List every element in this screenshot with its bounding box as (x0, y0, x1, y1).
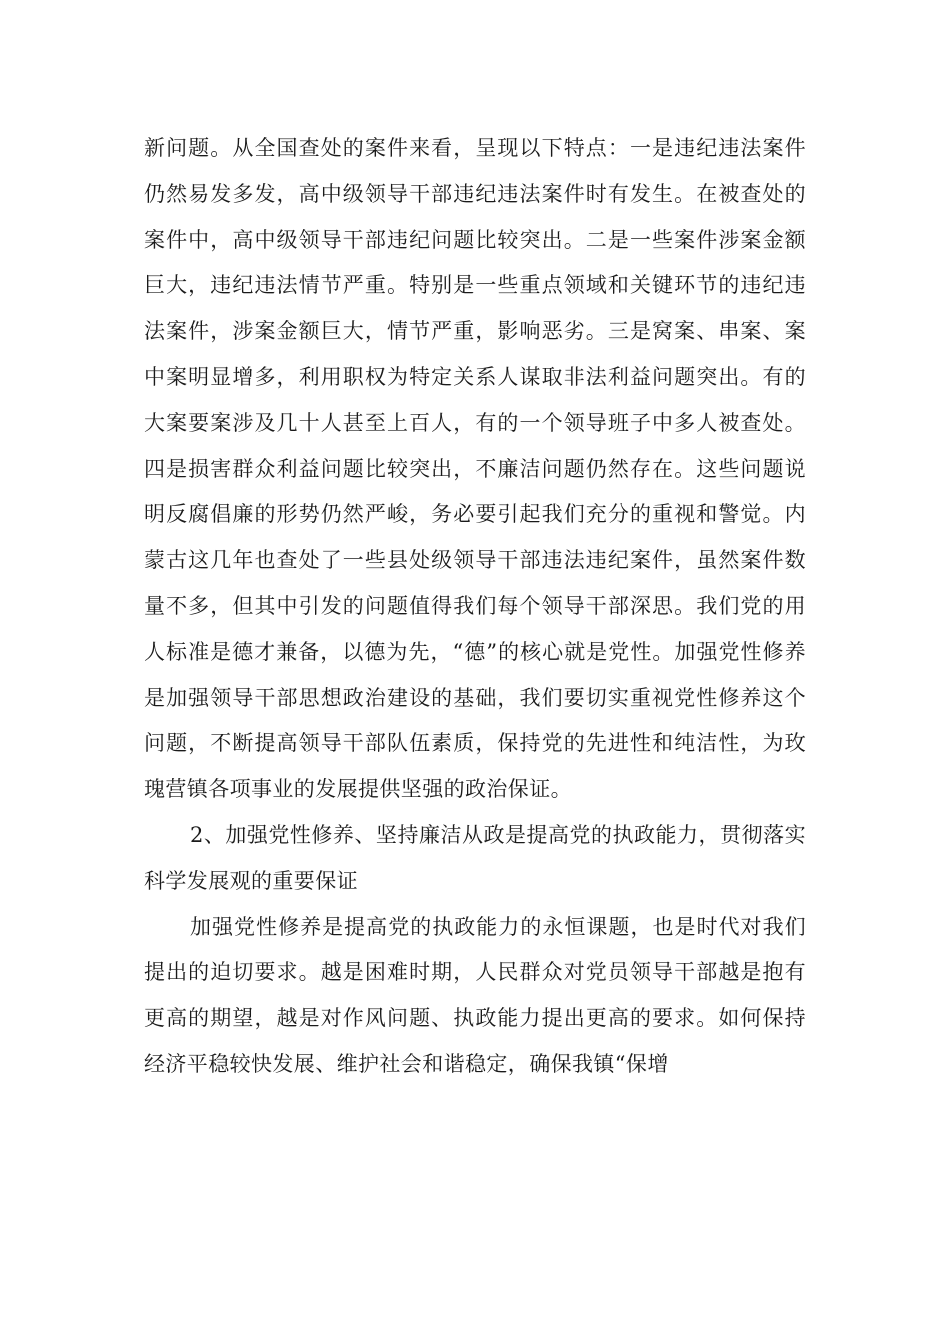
body-paragraph-1: 新问题。从全国查处的案件来看，呈现以下特点：一是违纪违法案件仍然易发多发，高中级领导干部违纪违法案件时有发生。在被查处的案件中，高中级领导干部违纪问题比较突出。二是一些案件涉案金额巨大，违纪违法情节严重。特别是一些重点领域和关键环节的违纪违法案件，涉案金额巨大，情节严重，影响恶劣。三是窝案、串案、案中案明显增多，利用职权为特定关系人谋取非法利益问题突出。有的大案要案涉及几十人甚至上百人，有的一个领导班子中多人被查处。四是损害群众利益问题比较突出，不廉洁问题仍然存在。这些问题说明反腐倡廉的形势仍然严峻，务必要引起我们充分的重视和警觉。内蒙古这几年也查处了一些县处级领导干部违法违纪案件，虽然案件数量不多，但其中引发的问题值得我们每个领导干部深思。我们党的用人标准是德才兼备，以德为先，“德”的核心就是党性。加强党性修养是加强领导干部思想政治建设的基础，我们要切实重视党性修养这个问题，不断提高领导干部队伍素质，保持党的先进性和纯洁性，为玫瑰营镇各项事业的发展提供坚强的政治保证。 (144, 136, 806, 802)
body-paragraph-3: 加强党性修养是提高党的执政能力的永恒课题，也是时代对我们提出的迫切要求。越是困难时期，人民群众对党员领导干部越是抱有更高的期望，越是对作风问题、执政能力提出更高的要求。如何保持经济平稳较快发展、维护社会和谐稳定，确保我镇“保增 (144, 914, 806, 1076)
section-heading-2: 2、加强党性修养、坚持廉洁从政是提高党的执政能力，贯彻落实科学发展观的重要保证 (144, 822, 806, 893)
document-body (144, 126, 806, 1088)
